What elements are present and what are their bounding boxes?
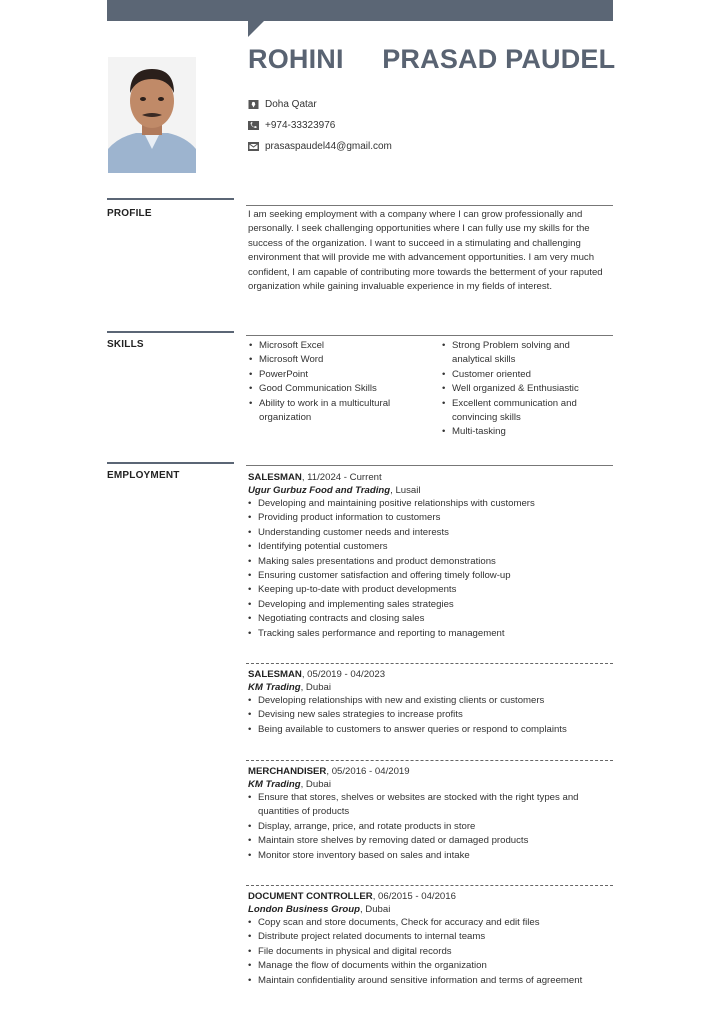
job-role: SALESMAN <box>248 669 302 680</box>
list-item: • PowerPoint <box>249 368 429 382</box>
list-item: • Manage the flow of documents within the organization <box>248 959 613 973</box>
job-entry <box>248 471 613 641</box>
location-text: Doha Qatar <box>265 99 317 110</box>
job-divider <box>246 760 613 761</box>
list-item: • Ability to work in a multicultural organization <box>249 397 429 426</box>
job-title-line <box>248 765 613 778</box>
profile-rule-left <box>107 198 234 200</box>
job-company: KM Trading <box>248 779 301 790</box>
list-item: • Monitor store inventory based on sales and intake <box>248 849 613 863</box>
list-item: • Copy scan and store documents, Check for accuracy and edit files <box>248 916 613 930</box>
profile-heading: PROFILE <box>107 208 152 219</box>
contact-phone <box>248 120 335 131</box>
employment-rule-left <box>107 462 234 464</box>
job-duties <box>248 694 613 737</box>
list-item: • Excellent communication and convincing skills <box>442 397 610 426</box>
profile-text: I am seeking employment with a company where I can grow professionally and personally. I seek challenging opportunities where I can fully use my skills for the success of the organization. I want to succeed in a stimulating and challenging environment that will provide me with advancement opportunities. I am very much confident, I am capable of contributing more towards the betterment of your raputed organization while gaining invaluable experience in my fields of interest. <box>248 209 603 293</box>
job-dates: , 11/2024 - Current <box>301 472 382 483</box>
job-dates: , 06/2015 - 04/2016 <box>372 891 456 902</box>
skills-list-right <box>442 339 610 440</box>
list-item: • Negotiating contracts and closing sales <box>248 612 613 626</box>
list-item: • Tracking sales performance and reporting to management <box>248 627 613 641</box>
job-company: Ugur Gurbuz Food and Trading <box>248 485 391 496</box>
job-title-line <box>248 890 613 903</box>
job-duties <box>248 497 613 641</box>
list-item: • Keeping up-to-date with product developments <box>248 583 613 597</box>
list-item: • Developing and implementing sales strategies <box>248 598 613 612</box>
list-item: • File documents in physical and digital records <box>248 945 613 959</box>
list-item: • Customer oriented <box>442 368 610 382</box>
list-item: • Display, arrange, price, and rotate products in store <box>248 820 613 834</box>
list-item: • Identifying potential customers <box>248 540 613 554</box>
job-title-line <box>248 668 613 681</box>
employment-rule-right <box>246 465 613 466</box>
list-item: • Devising new sales strategies to increase profits <box>248 708 613 722</box>
header-notch <box>248 21 264 37</box>
job-dates: , 05/2016 - 04/2019 <box>326 766 410 777</box>
list-item: • Developing and maintaining positive relationships with customers <box>248 497 613 511</box>
contact-email <box>248 141 392 152</box>
full-name <box>248 44 615 75</box>
job-company: London Business Group <box>248 904 360 915</box>
skills-list-left <box>249 339 429 425</box>
list-item: • Microsoft Excel <box>249 339 429 353</box>
skills-rule-left <box>107 331 234 333</box>
skills-heading: SKILLS <box>107 339 144 350</box>
list-item: • Multi-tasking <box>442 425 610 439</box>
list-item: • Making sales presentations and product demonstrations <box>248 555 613 569</box>
phone-icon <box>248 121 259 130</box>
first-name: ROHINI <box>248 44 344 74</box>
job-company-line <box>248 903 613 916</box>
job-company-line <box>248 484 613 497</box>
list-item: • Understanding customer needs and interests <box>248 526 613 540</box>
list-item: • Maintain confidentiality around sensitive information and terms of agreement <box>248 974 613 988</box>
job-company-line <box>248 681 613 694</box>
job-dates: , 05/2019 - 04/2023 <box>301 669 386 680</box>
job-location: , Dubai <box>359 904 391 915</box>
list-item: • Microsoft Word <box>249 353 429 367</box>
job-role: DOCUMENT CONTROLLER <box>248 891 373 902</box>
last-name: PRASAD PAUDEL <box>382 44 616 74</box>
job-entry <box>248 668 613 737</box>
job-company-line <box>248 778 613 791</box>
job-entry <box>248 890 613 988</box>
contact-location <box>248 99 317 110</box>
job-entry <box>248 765 613 863</box>
job-title-line <box>248 471 613 484</box>
list-item: • Developing relationships with new and existing clients or customers <box>248 694 613 708</box>
phone-text: +974-33323976 <box>265 120 336 131</box>
list-item: • Being available to customers to answer queries or respond to complaints <box>248 723 613 737</box>
list-item: • Well organized & Enthusiastic <box>442 382 610 396</box>
job-role: MERCHANDISER <box>248 766 327 777</box>
job-role: SALESMAN <box>248 472 302 483</box>
profile-rule-right <box>246 205 613 206</box>
job-company: KM Trading <box>248 682 301 693</box>
header-bar <box>107 0 613 21</box>
list-item: • Ensure that stores, shelves or websites are stocked with the right types and quantities of products <box>248 791 613 820</box>
job-location: , Lusail <box>390 485 421 496</box>
list-item: • Distribute project related documents to internal teams <box>248 930 613 944</box>
email-text: prasaspaudel44@gmail.com <box>265 141 392 152</box>
job-duties <box>248 791 613 863</box>
skills-rule-right <box>246 335 613 336</box>
job-location: , Dubai <box>300 682 331 693</box>
list-item: • Providing product information to customers <box>248 511 613 525</box>
job-duties <box>248 916 613 988</box>
job-location: , Dubai <box>300 779 331 790</box>
profile-photo <box>108 57 196 173</box>
list-item: • Ensuring customer satisfaction and offering timely follow-up <box>248 569 613 583</box>
job-divider <box>246 663 613 664</box>
list-item: • Good Communication Skills <box>249 382 429 396</box>
location-pin-icon <box>248 100 259 109</box>
job-divider <box>246 885 613 886</box>
portrait-image <box>108 57 196 173</box>
employment-heading: EMPLOYMENT <box>107 470 180 481</box>
email-icon <box>248 142 259 151</box>
list-item: • Maintain store shelves by removing dated or damaged products <box>248 834 613 848</box>
list-item: • Strong Problem solving and analytical skills <box>442 339 610 368</box>
